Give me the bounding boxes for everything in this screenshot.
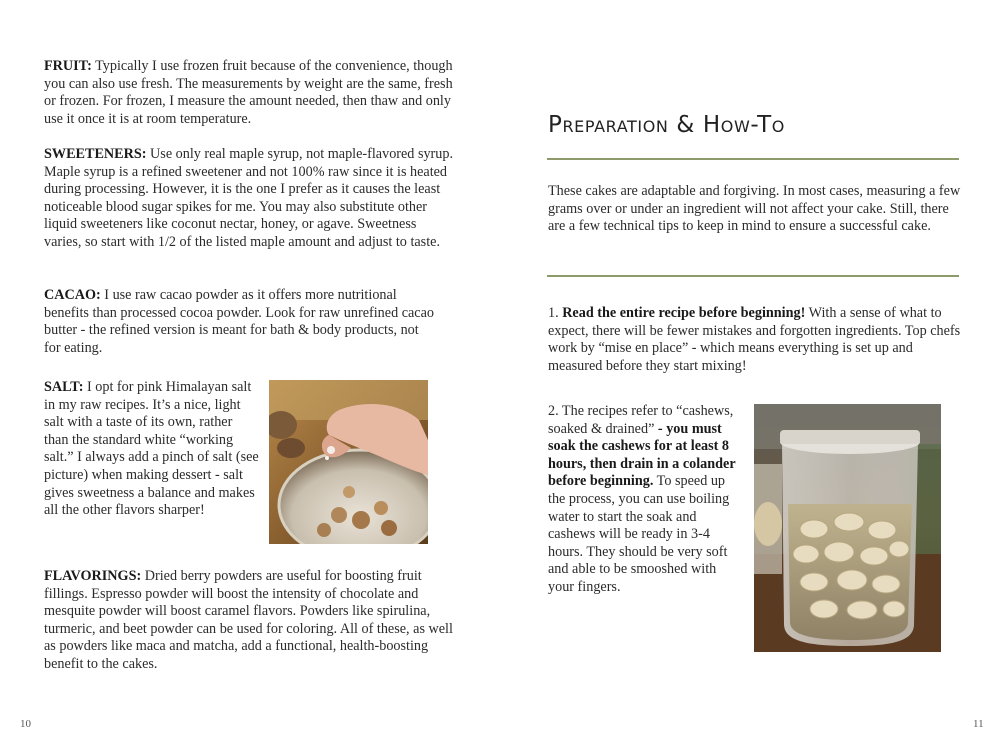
flavorings-label: FLAVORINGS: [44,568,142,584]
sweeteners-label: SWEETENERS: [44,146,147,162]
page-number-left: 10 [20,718,31,730]
salt-text: I opt for pink Himalayan salt in my raw recipes. It’s a nice, light salt with a taste of its own, rather than the standard white “working salt.” I always add a pinch of salt (see picture) when making dessert - salt gives sweetness a balance and makes all the other flavors sharper! [44,379,259,519]
flavorings-text: Dried berry powders are useful for boosting fruit fillings. Espresso powder will boost the intensity of chocolate and mesquite powder will boost caramel flavors. Powders like spirulina, turmeric, and beet powder can be used for coloring. All of these, as well as powders like maca and matcha, add a functional, health-boosting benefit to the cakes. [44,568,453,672]
cashews-photo [754,404,941,652]
tip-1-bold: Read the entire recipe before beginning! [562,305,806,321]
fruit-label: FRUIT: [44,58,92,74]
section-heading: Preparation & How-To [548,112,785,138]
flavorings-paragraph [44,568,459,674]
tip-1-paragraph [548,305,962,375]
heading-divider [547,158,959,160]
cacao-text: I use raw cacao powder as it offers more nutritional benefits than processed cocoa powder. Look for raw unrefined cacao butter - the refined version is meant for bath & body products, not for eating. [44,287,434,356]
tip-2-paragraph [548,403,736,597]
intro-divider [547,275,959,277]
salt-photo [269,380,428,544]
tip-2-text: To speed up the process, you can use boiling water to start the soak and cashews will be ready in 3-4 hours. They should be very soft and able to be smooshed with your fingers. [548,473,730,595]
sweeteners-paragraph [44,146,454,252]
page-number-right: 11 [973,718,984,730]
intro-text: These cakes are adaptable and forgiving. In most cases, measuring a few grams over or under an ingredient will not affect your cake. Still, there are a few technical tips to keep in mind to ensure a successful cake. [548,183,961,235]
cacao-paragraph [44,287,434,357]
fruit-paragraph [44,58,456,128]
intro-paragraph [548,183,962,236]
tip-1-text: With a sense of what to expect, there will be fewer mistakes and forgotten ingredients. Top chefs work by “mise en place” - which means everything is set up and measured before they start mixing! [548,305,961,374]
fruit-text: Typically I use frozen fruit because of the convenience, though you can also use fresh. The measurements by weight are the same, fresh or frozen. For frozen, I measure the amount needed, then thaw and only use it once it is at room temperature. [44,58,453,127]
tip-2-intro: 2. The recipes refer to “cashews, soaked & drained” [548,403,734,437]
left-page [0,0,502,753]
cacao-label: CACAO: [44,287,101,303]
salt-label: SALT: [44,379,84,395]
sweeteners-text: Use only real maple syrup, not maple-flavored syrup. Maple syrup is a refined sweetener and not 100% raw since it is heated during processing. However, it is the one I prefer as it causes the least noticeable blood sugar spikes for me. You may also substitute other liquid sweeteners like coconut nectar, honey, or agave. Sweetness varies, so start with 1/2 of the listed maple amount and adjust to taste. [44,146,454,250]
tip-2-bold: - you must soak the cashews for at least 8 hours, then drain in a colander before beginning. [548,420,736,490]
tip-1-number: 1. [548,305,559,321]
salt-paragraph [44,379,259,520]
